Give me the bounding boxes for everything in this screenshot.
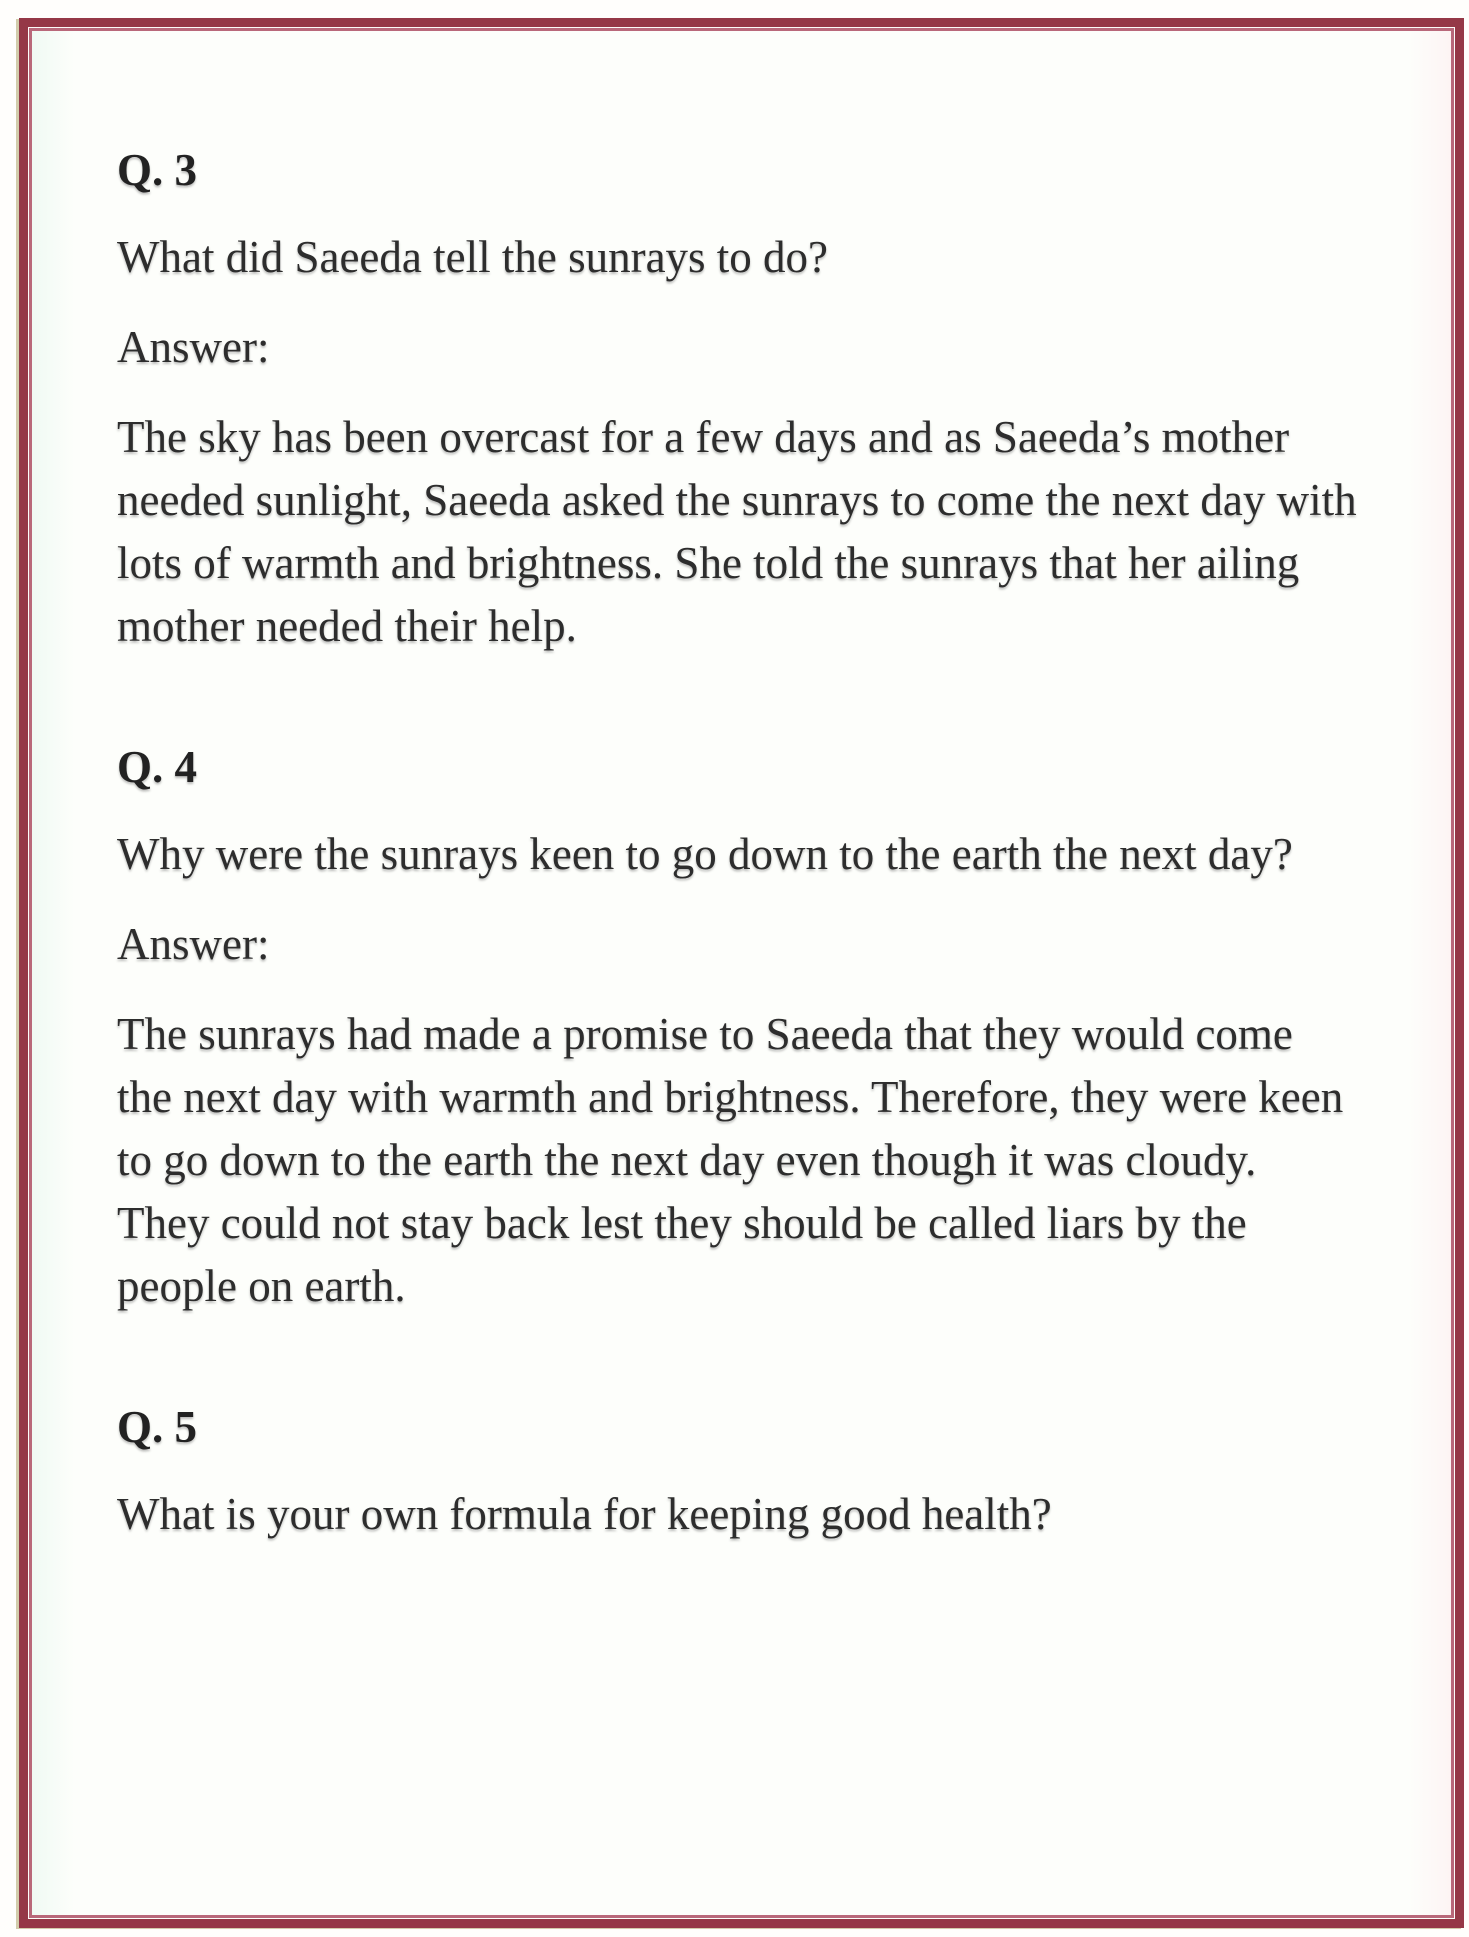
page-inner-border [29,28,1454,1918]
qa-section-q4 [117,736,1357,1318]
question-text: What is your own formula for keeping good health? [117,1489,1052,1539]
question-text: What did Saeeda tell the sunrays to do? [117,232,829,282]
answer-text: The sunrays had made a promise to Saeeda that they would come the next day with warmth and brightness. Therefore, they were keen to go down to the earth the next day even though it was cloudy. They could not stay back lest they should be called liars by the people on earth. [117,1009,1344,1311]
page-outer-border [19,18,1464,1928]
qa-section-q3 [117,139,1357,658]
page-content [32,31,1451,1546]
question-number: Q. 4 [117,742,198,792]
question-text: Why were the sunrays keen to go down to the earth the next day? [117,829,1293,879]
qa-section-q5 [117,1396,1357,1546]
answer-text: The sky has been overcast for a few days and as Saeeda’s mother needed sunlight, Saeeda asked the sunrays to come the next day with lots of warmth and brightness. She told the sunrays that her ailing mother needed their help. [117,412,1357,651]
answer-label: Answer: [117,322,270,372]
answer-label: Answer: [117,919,270,969]
question-number: Q. 5 [117,1402,198,1452]
question-number: Q. 3 [117,145,198,195]
